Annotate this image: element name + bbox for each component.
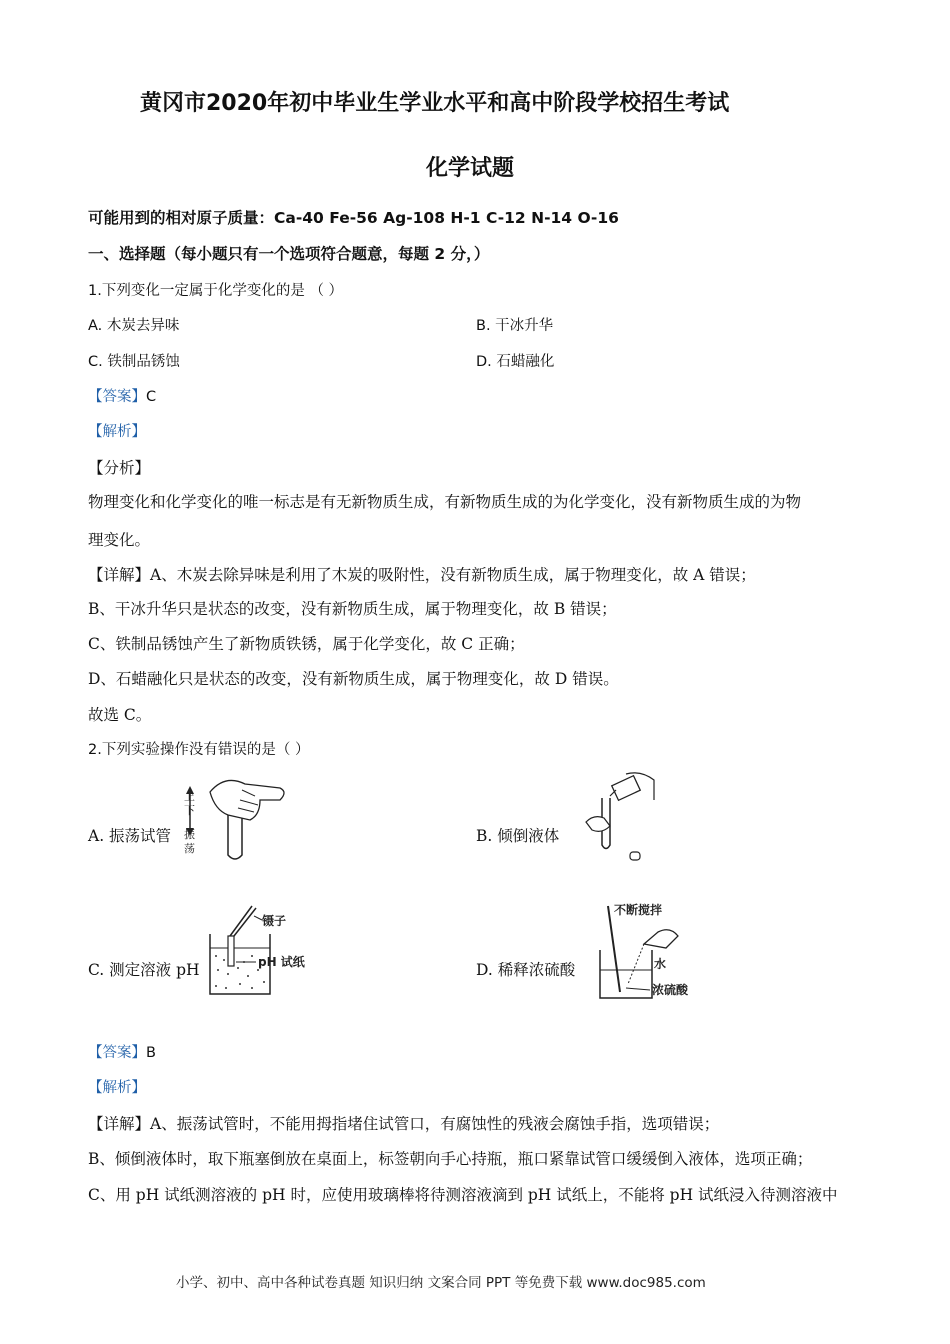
q1-jiexi-tag: 【解析】: [88, 424, 146, 440]
section-heading: 一、选择题（每小题只有一个选项符合题意，每题 2 分，）: [88, 245, 490, 263]
q1-option-c: C. 铁制品锈蚀: [88, 354, 180, 370]
q1-analysis-line2: 理变化。: [88, 531, 151, 549]
fig-a-label-shang: 上: [184, 790, 195, 803]
figure-measure-ph: [200, 902, 320, 1002]
answer-value: C: [146, 389, 157, 405]
q2-detail-b: B、倾倒液体时，取下瓶塞倒放在桌面上，标签朝向手心持瓶，瓶口紧靠试管口缓缓倒入液体，选项正确；: [88, 1150, 813, 1168]
figure-dilute-acid: [592, 900, 717, 1005]
q1-detail-d: D、石蜡融化只是状态的改变，没有新物质生成，属于物理变化，故 D 错误。: [88, 670, 619, 688]
atomic-masses: 可能用到的相对原子质量：Ca-40 Fe-56 Ag-108 H-1 C-12 N-14 O-16: [88, 209, 619, 227]
fig-a-label-dang: 荡: [184, 842, 195, 855]
fig-c-label-tweezers: 镊子: [262, 914, 287, 928]
page-footer: 小学、初中、高中各种试卷真题 知识归纳 文案合同 PPT 等免费下载 www.doc985.com: [176, 1275, 706, 1291]
q1-detail-a: 【详解】A、木炭去除异味是利用了木炭的吸附性，没有新物质生成，属于物理变化，故 A 错误；: [88, 566, 756, 584]
q2-jiexi-tag: 【解析】: [88, 1080, 146, 1096]
q1-option-d: D. 石蜡融化: [476, 354, 555, 370]
q1-detail-c: C、铁制品锈蚀产生了新物质铁锈，属于化学变化，故 C 正确；: [88, 635, 525, 653]
q1-option-a: A. 木炭去异味: [88, 318, 180, 334]
q2-detail-a: 【详解】A、振荡试管时，不能用拇指堵住试管口，有腐蚀性的残液会腐蚀手指，选项错误；: [88, 1115, 720, 1133]
q2-option-a: A. 振荡试管: [88, 827, 172, 845]
q2-option-c: C. 测定溶液 pH: [88, 961, 200, 979]
figure-pour-liquid: [566, 770, 661, 865]
q1-analysis-line1: 物理变化和化学变化的唯一标志是有无新物质生成，有新物质生成的为化学变化，没有新物质生成的为物: [88, 493, 802, 511]
fig-c-label-ph-paper: pH 试纸: [258, 955, 305, 969]
q2-option-d: D. 稀释浓硫酸: [476, 961, 576, 979]
fig-a-label-xia: 下: [184, 804, 195, 817]
answer-value: B: [146, 1045, 156, 1061]
fig-d-label-acid: 浓硫酸: [652, 983, 689, 997]
q1-option-b: B. 干冰升华: [476, 318, 554, 334]
q1-answer: [88, 385, 156, 406]
fig-a-label-zhen: 振: [184, 828, 195, 841]
q2-detail-c: C、用 pH 试纸测溶液的 pH 时，应使用玻璃棒将待测溶液滴到 pH 试纸上，不能将 pH 试纸浸入待测溶液中: [88, 1186, 838, 1204]
q2-option-b: B. 倾倒液体: [476, 827, 560, 845]
answer-tag: 【答案】: [88, 389, 146, 405]
exam-subtitle: 化学试题: [426, 156, 515, 181]
q1-conclusion: 故选 C。: [88, 706, 152, 724]
fig-d-label-stir: 不断搅拌: [614, 903, 663, 917]
answer-tag: 【答案】: [88, 1045, 146, 1061]
q1-fenxi-tag: 【分析】: [88, 459, 151, 477]
q2-answer: [88, 1041, 156, 1062]
fig-d-label-water: 水: [654, 957, 667, 971]
q1-detail-b: B、干冰升华只是状态的改变，没有新物质生成，属于物理变化，故 B 错误；: [88, 600, 617, 618]
q2-stem: 2.下列实验操作没有错误的是（ ）: [88, 742, 310, 758]
q1-stem: 1.下列变化一定属于化学变化的是 （ ）: [88, 283, 344, 299]
figure-shake-tube: [180, 770, 295, 865]
exam-title: 黄冈市2020年初中毕业生学业水平和高中阶段学校招生考试: [140, 91, 730, 116]
